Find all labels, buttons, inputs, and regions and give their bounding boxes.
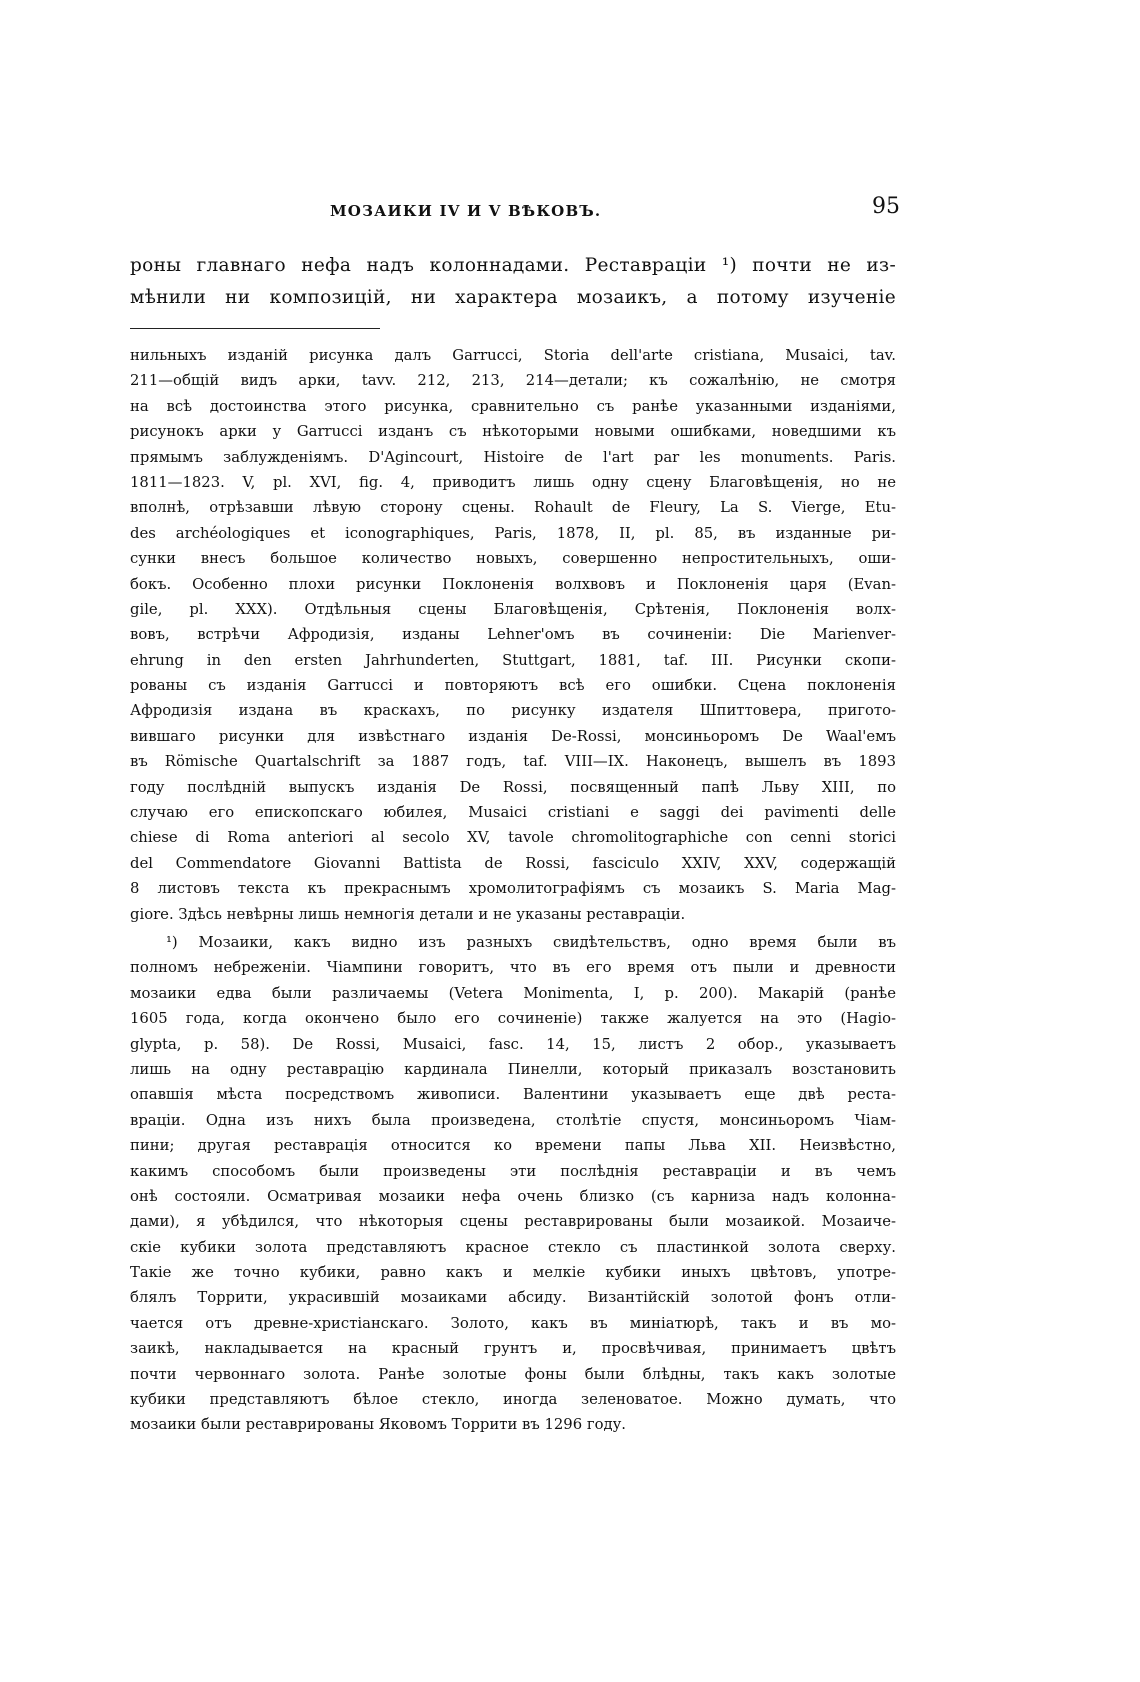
footnote-line: 211—общій видъ арки, tavv. 212, 213, 214—детали; къ сожалѣнію, не смотря [130,372,896,390]
footnotes [130,343,896,1438]
footnote-line: вполнѣ, отрѣзавши лѣвую сторону сцены. Rohault de Fleury, La S. Vierge, Etu- [130,499,896,517]
running-head: МОЗАИКИ IV И V ВѢКОВЪ. [330,202,602,220]
footnote-line: glypta, p. 58). De Rossi, Musaici, fasc. 14, 15, листъ 2 обор., указываетъ [130,1035,896,1053]
footnote-line: кубики представляютъ бѣлое стекло, иногда зеленоватое. Можно думать, что [130,1391,896,1409]
footnote-line: gile, pl. XXX). Отдѣльныя сцены Благовѣщенія, Срѣтенія, Поклоненія волх- [130,600,896,618]
footnote-line: chiese di Roma anteriori al secolo XV, tavole chromolitographiche con cenni storici [130,829,896,847]
footnote-divider [130,328,380,329]
footnote-line: полномъ небреженіи. Чіампини говоритъ, что въ его время отъ пыли и древности [130,959,896,977]
footnote-line: какимъ способомъ были произведены эти послѣднія реставраціи и въ чемъ [130,1162,896,1180]
footnote-line: онѣ состояли. Осматривая мозаики нефа очень близко (съ карниза надъ колонна- [130,1187,896,1205]
footnote-line: чается отъ древне-христіанскаго. Золото, какъ въ миніатюрѣ, такъ и въ мо- [130,1314,896,1332]
footnote-line: году послѣдній выпускъ изданія De Rossi, посвященный папѣ Льву XIII, по [130,778,896,796]
footnote-line: рисунокъ арки у Garrucci изданъ съ нѣкоторыми новыми ошибками, новедшими къ [130,423,896,441]
footnote-line: ¹) Мозаики, какъ видно изъ разныхъ свидѣтельствъ, одно время были въ [166,933,896,951]
footnote-line: del Commendatore Giovanni Battista de Rossi, fasciculo XXIV, XXV, содержащій [130,854,896,872]
footnote-line: 1605 года, когда окончено было его сочиненіе) также жалуется на это (Hagio- [130,1010,896,1028]
footnote-line: враціи. Одна изъ нихъ была произведена, столѣтіе спустя, монсиньоромъ Чіам- [130,1111,896,1129]
page-number: 95 [872,194,900,219]
footnote-line: бокъ. Особенно плохи рисунки Поклоненія волхвовъ и Поклоненія царя (Evan- [130,575,896,593]
footnote-line: Афродизія издана въ краскахъ, по рисунку издателя Шпиттовера, пригото- [130,702,896,720]
footnote-line: ehrung in den ersten Jahrhunderten, Stuttgart, 1881, taf. III. Рисунки скопи- [130,651,896,669]
footnote-line: вовъ, встрѣчи Афродизія, изданы Lehner'омъ въ сочиненіи: Die Marienver- [130,626,896,644]
footnote-line: опавшія мѣста посредствомъ живописи. Валентини указываетъ еще двѣ реста- [130,1086,896,1104]
text-line: роны главнаго нефа надъ колоннадами. Реставраціи ¹) почти не из- [130,255,896,276]
footnote-line: Такіе же точно кубики, равно какъ и мелкіе кубики иныхъ цвѣтовъ, употре- [130,1264,896,1282]
footnote-line: въ Römische Quartalschrift за 1887 годъ, taf. VIII—IX. Наконецъ, вышелъ въ 1893 [130,753,896,771]
footnote-line: 8 листовъ текста къ прекраснымъ хромолитографіямъ съ мозаикъ S. Maria Mag- [130,880,896,898]
footnote-line: рованы съ изданія Garrucci и повторяютъ всѣ его ошибки. Сцена поклоненія [130,677,896,695]
footnote-line: пини; другая реставрація относится ко времени папы Льва XII. Неизвѣстно, [130,1137,896,1155]
footnote-line: des archéologiques et iconographiques, Paris, 1878, II, pl. 85, въ изданные ри- [130,524,896,542]
footnote-line: прямымъ заблужденіямъ. D'Agincourt, Histoire de l'art par les monuments. Paris. [130,448,896,466]
footnote-line: почти червоннаго золота. Ранѣе золотые фоны были блѣдны, такъ какъ золотые [130,1365,896,1383]
footnote-line: giore. Здѣсь невѣрны лишь немногія детали и не указаны реставраціи. [130,905,686,923]
footnote-continued [130,343,896,927]
footnote-line: мозаики были реставрированы Яковомъ Торрити въ 1296 году. [130,1416,626,1434]
footnote-line: сунки внесъ большое количество новыхъ, совершенно непростительныхъ, оши- [130,550,896,568]
footnote-line: скіе кубики золота представляютъ красное стекло съ пластинкой золота сверху. [130,1238,896,1256]
main-text [130,250,896,314]
footnote-line: нильныхъ изданій рисунка далъ Garrucci, Storia dell'arte cristiana, Musaici, tav. [130,347,896,364]
footnote-line: заикѣ, накладывается на красный грунтъ и, просвѣчивая, принимаетъ цвѣтъ [130,1340,896,1358]
footnote-line: дами), я убѣдился, что нѣкоторыя сцены реставрированы были мозаикой. Мозаиче- [130,1213,896,1231]
footnote-line: случаю его епископскаго юбилея, Musaici cristiani e saggi dei pavimenti delle [130,804,896,822]
footnote-1 [130,930,896,1438]
footnote-line: блялъ Торрити, украсившій мозаиками абсиду. Византійскій золотой фонъ отли- [130,1289,896,1307]
footnote-line: лишь на одну реставрацію кардинала Пинелли, который приказалъ возстановить [130,1060,896,1078]
text-line: мѣнили ни композицій, ни характера мозаикъ, а потому изученіе [130,287,896,308]
footnote-line: 1811—1823. V, pl. XVI, fig. 4, приводитъ лишь одну сцену Благовѣщенія, но не [130,473,896,491]
footnote-line: мозаики едва были различаемы (Vetera Monimenta, I, p. 200). Макарій (ранѣе [130,984,896,1002]
footnote-line: вившаго рисунки для извѣстнаго изданія De-Rossi, монсиньоромъ De Waal'емъ [130,727,896,745]
footnote-line: на всѣ достоинства этого рисунка, сравнительно съ ранѣе указанными изданіями, [130,397,896,415]
